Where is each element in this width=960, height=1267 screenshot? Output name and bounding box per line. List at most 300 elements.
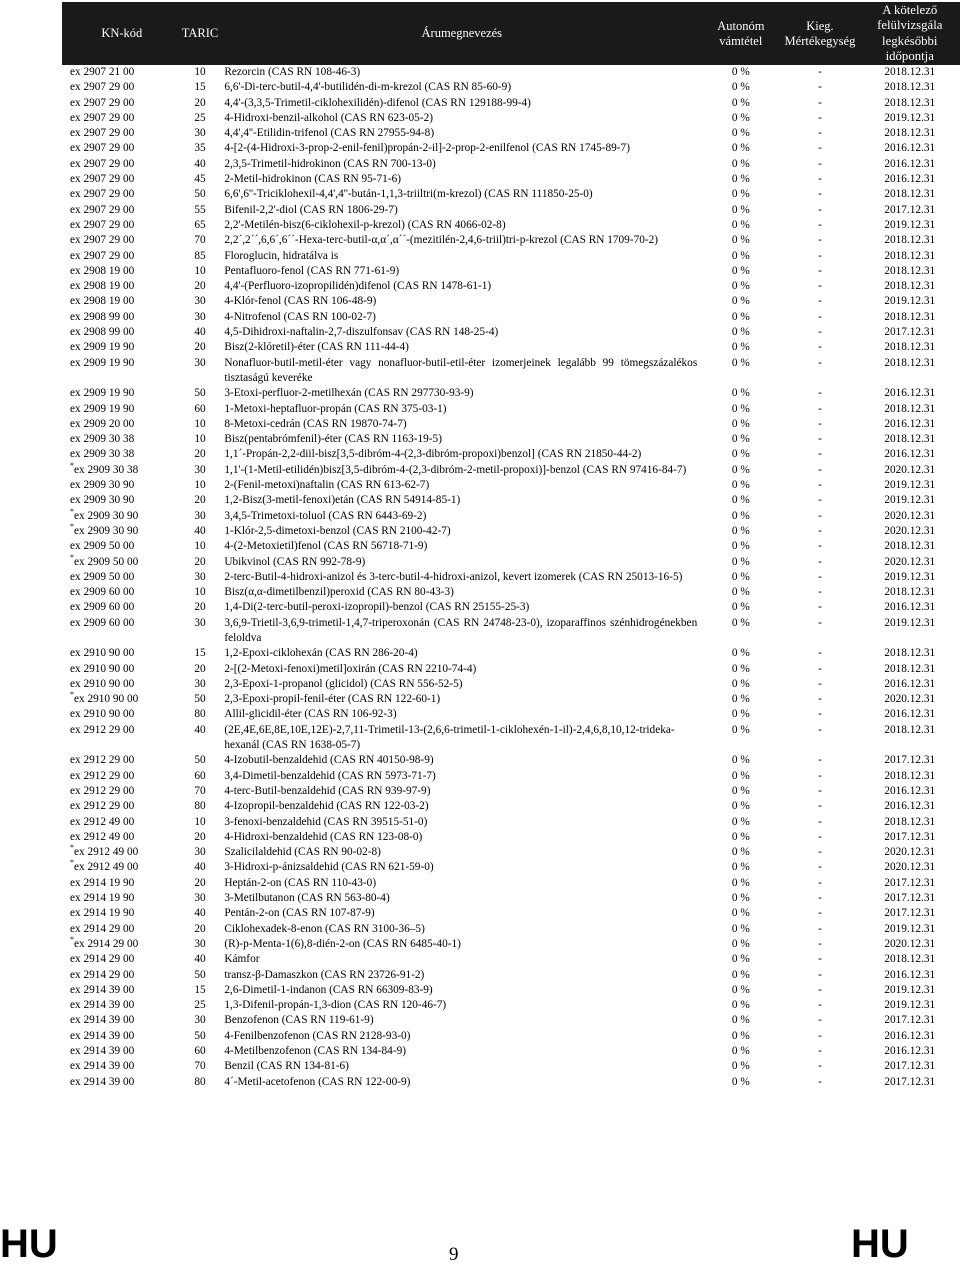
cell-taric: 80 bbox=[194, 708, 206, 721]
cell-kn-code bbox=[62, 616, 176, 647]
table-row bbox=[62, 493, 960, 508]
cell-autonomous-rate: 0 % bbox=[731, 723, 750, 736]
cell-autonomous-rate: 0 % bbox=[731, 402, 750, 415]
cell-review-date: 2018.12.31 bbox=[884, 647, 936, 660]
cell-kn-code bbox=[62, 692, 176, 707]
kn-code-text: ex 2909 19 90 bbox=[70, 356, 135, 369]
cell-autonomous-rate: 0 % bbox=[731, 96, 750, 109]
cell-review-date: 2016.12.31 bbox=[884, 448, 936, 461]
cell-autonomous-rate: 0 % bbox=[731, 142, 750, 155]
cell-autonomous-rate: 0 % bbox=[731, 693, 750, 706]
cell-kn-code bbox=[62, 417, 176, 432]
cell-supplementary-unit: - bbox=[818, 1075, 822, 1088]
kn-code-text: ex 2914 39 00 bbox=[70, 999, 135, 1012]
cell-review-date: 2016.12.31 bbox=[884, 157, 936, 170]
cell-review-date: 2018.12.31 bbox=[884, 81, 936, 94]
cell-review-date: 2017.12.31 bbox=[884, 892, 936, 905]
cell-autonomous-rate: 0 % bbox=[731, 540, 750, 553]
cell-description: 4-Hidroxi-benzaldehid (CAS RN 123-08-0) bbox=[224, 830, 423, 843]
cell-description: 2-terc-Butil-4-hidroxi-anizol és 3-terc-butil-4-hidroxi-anizol, kevert izomerek (CAS RN 25013-16-5) bbox=[224, 570, 683, 583]
cell-taric: 80 bbox=[194, 800, 206, 813]
kn-code-text: ex 2908 99 00 bbox=[70, 326, 135, 339]
table-row bbox=[62, 294, 960, 309]
table-row bbox=[62, 509, 960, 524]
cell-autonomous-rate: 0 % bbox=[731, 310, 750, 323]
cell-kn-code bbox=[62, 493, 176, 508]
cell-autonomous-rate: 0 % bbox=[731, 861, 750, 874]
cell-supplementary-unit: - bbox=[818, 494, 822, 507]
cell-review-date: 2020.12.31 bbox=[884, 524, 936, 537]
cell-kn-code bbox=[62, 937, 176, 952]
cell-review-date: 2018.12.31 bbox=[884, 66, 936, 78]
cell-description: 3,6,9-Trietil-3,6,9-trimetil-1,4,7-triperoxonán (CAS RN 24748-23-0), izoparaffinos szénhidrogénekben feloldva bbox=[224, 616, 698, 644]
table-row bbox=[62, 1013, 960, 1028]
table-row bbox=[62, 799, 960, 814]
cell-taric: 10 bbox=[194, 264, 206, 277]
cell-taric: 40 bbox=[194, 326, 206, 339]
kn-code-text: ex 2910 90 00 bbox=[70, 708, 135, 721]
header-review-date bbox=[860, 2, 960, 65]
cell-autonomous-rate: 0 % bbox=[731, 800, 750, 813]
cell-supplementary-unit: - bbox=[818, 264, 822, 277]
cell-autonomous-rate: 0 % bbox=[731, 1045, 750, 1057]
cell-review-date: 2018.12.31 bbox=[884, 96, 936, 109]
cell-supplementary-unit: - bbox=[818, 601, 822, 614]
cell-supplementary-unit: - bbox=[818, 555, 822, 568]
cell-autonomous-rate: 0 % bbox=[731, 203, 750, 216]
cell-review-date: 2016.12.31 bbox=[884, 677, 936, 690]
cell-taric: 30 bbox=[194, 892, 206, 905]
kn-code-text: ex 2909 30 90 bbox=[74, 509, 139, 522]
cell-review-date: 2018.12.31 bbox=[884, 662, 936, 675]
cell-description: 1-Klór-2,5-dimetoxi-benzol (CAS RN 2100-42-7) bbox=[224, 524, 451, 537]
cell-supplementary-unit: - bbox=[818, 616, 822, 629]
table-row bbox=[62, 983, 960, 998]
cell-review-date: 2017.12.31 bbox=[884, 1060, 936, 1073]
table-row bbox=[62, 616, 960, 647]
cell-review-date: 2019.12.31 bbox=[884, 295, 936, 308]
kn-code-text: ex 2907 29 00 bbox=[70, 218, 135, 231]
cell-taric: 65 bbox=[194, 218, 206, 231]
table-row bbox=[62, 600, 960, 615]
cell-supplementary-unit: - bbox=[818, 173, 822, 186]
cell-taric: 10 bbox=[194, 586, 206, 599]
cell-supplementary-unit: - bbox=[818, 892, 822, 905]
cell-taric: 70 bbox=[194, 784, 206, 797]
page-number: 9 bbox=[449, 1244, 459, 1265]
cell-description: 1-Metoxi-heptafluor-propán (CAS RN 375-03-1) bbox=[224, 402, 447, 415]
cell-taric: 20 bbox=[194, 280, 206, 293]
cell-taric: 60 bbox=[194, 1045, 206, 1057]
cell-kn-code bbox=[62, 891, 176, 906]
kn-code-text: ex 2907 29 00 bbox=[70, 96, 135, 109]
cell-description: Szalicilaldehid (CAS RN 90-02-8) bbox=[224, 846, 381, 859]
cell-autonomous-rate: 0 % bbox=[731, 586, 750, 599]
kn-code-text: ex 2907 29 00 bbox=[70, 203, 135, 216]
table-row bbox=[62, 478, 960, 493]
table-row bbox=[62, 646, 960, 661]
cell-supplementary-unit: - bbox=[818, 846, 822, 859]
cell-description: 2-(Fenil-metoxi)naftalin (CAS RN 613-62-7) bbox=[224, 479, 430, 492]
cell-autonomous-rate: 0 % bbox=[731, 173, 750, 186]
table-row bbox=[62, 677, 960, 692]
cell-kn-code bbox=[62, 447, 176, 462]
cell-kn-code bbox=[62, 172, 176, 187]
cell-taric: 50 bbox=[194, 693, 206, 706]
cell-supplementary-unit: - bbox=[818, 1045, 822, 1057]
cell-review-date: 2017.12.31 bbox=[884, 907, 936, 920]
cell-autonomous-rate: 0 % bbox=[731, 677, 750, 690]
cell-supplementary-unit: - bbox=[818, 953, 822, 966]
table-row bbox=[62, 340, 960, 355]
table-row bbox=[62, 1059, 960, 1074]
kn-code-text: ex 2914 19 90 bbox=[70, 876, 135, 889]
cell-autonomous-rate: 0 % bbox=[731, 341, 750, 354]
cell-kn-code bbox=[62, 65, 176, 80]
cell-review-date: 2016.12.31 bbox=[884, 387, 936, 400]
kn-code-text: ex 2909 50 00 bbox=[70, 540, 135, 553]
cell-kn-code bbox=[62, 968, 176, 983]
cell-taric: 30 bbox=[194, 570, 206, 583]
cell-taric: 10 bbox=[194, 66, 206, 78]
amendment-marker: * bbox=[70, 935, 74, 945]
kn-code-text: ex 2912 49 00 bbox=[70, 830, 135, 843]
header-kn-code: KN-kód bbox=[62, 2, 176, 65]
kn-code-text: ex 2907 29 00 bbox=[70, 111, 135, 124]
cell-supplementary-unit: - bbox=[818, 463, 822, 476]
cell-kn-code bbox=[62, 922, 176, 937]
cell-review-date: 2018.12.31 bbox=[884, 356, 936, 369]
kn-code-text: ex 2907 29 00 bbox=[70, 188, 135, 201]
cell-taric: 60 bbox=[194, 402, 206, 415]
table-row bbox=[62, 279, 960, 294]
cell-review-date: 2019.12.31 bbox=[884, 111, 936, 124]
cell-review-date: 2019.12.31 bbox=[884, 616, 936, 629]
cell-description: 1,4-Di(2-terc-butil-peroxi-izopropil)-benzol (CAS RN 25155-25-3) bbox=[224, 601, 530, 614]
cell-taric: 50 bbox=[194, 754, 206, 767]
kn-code-text: ex 2909 50 00 bbox=[70, 570, 135, 583]
cell-supplementary-unit: - bbox=[818, 586, 822, 599]
table-row bbox=[62, 111, 960, 126]
cell-kn-code bbox=[62, 552, 176, 570]
cell-taric: 20 bbox=[194, 341, 206, 354]
kn-code-text: ex 2914 39 00 bbox=[70, 1029, 135, 1042]
cell-autonomous-rate: 0 % bbox=[731, 356, 750, 369]
kn-code-text: ex 2914 39 00 bbox=[70, 1075, 135, 1088]
cell-taric: 20 bbox=[194, 876, 206, 889]
kn-code-text: ex 2914 39 00 bbox=[70, 983, 135, 996]
kn-code-text: ex 2914 29 00 bbox=[74, 937, 139, 950]
kn-code-text: ex 2914 39 00 bbox=[70, 1045, 135, 1057]
cell-review-date: 2017.12.31 bbox=[884, 754, 936, 767]
cell-autonomous-rate: 0 % bbox=[731, 524, 750, 537]
table-row bbox=[62, 447, 960, 462]
cell-review-date: 2020.12.31 bbox=[884, 861, 936, 874]
cell-kn-code bbox=[62, 141, 176, 156]
cell-autonomous-rate: 0 % bbox=[731, 968, 750, 981]
cell-supplementary-unit: - bbox=[818, 417, 822, 430]
table-row bbox=[62, 845, 960, 860]
cell-review-date: 2018.12.31 bbox=[884, 953, 936, 966]
cell-description: Nonafluor-butil-metil-éter vagy nonafluor-butil-etil-éter izomerjeinek legalább 99 tömegszázalékos tisztaságú keveréke bbox=[224, 356, 698, 384]
kn-code-text: ex 2909 30 38 bbox=[70, 448, 135, 461]
cell-kn-code bbox=[62, 662, 176, 677]
cell-description: 6,6',6''-Triciklohexil-4,4',4''-bután-1,1,3-triiltri(m-krezol) (CAS RN 111850-25-0) bbox=[224, 188, 593, 201]
cell-description: 6,6'-Di-terc-butil-4,4'-butilidén-di-m-krezol (CAS RN 85-60-9) bbox=[224, 81, 512, 94]
table-row bbox=[62, 126, 960, 141]
cell-autonomous-rate: 0 % bbox=[731, 234, 750, 247]
cell-autonomous-rate: 0 % bbox=[731, 570, 750, 583]
kn-code-text: ex 2907 29 00 bbox=[70, 157, 135, 170]
cell-taric: 50 bbox=[194, 1029, 206, 1042]
cell-taric: 40 bbox=[194, 524, 206, 537]
cell-supplementary-unit: - bbox=[818, 937, 822, 950]
cell-kn-code bbox=[62, 310, 176, 325]
cell-review-date: 2017.12.31 bbox=[884, 203, 936, 216]
cell-supplementary-unit: - bbox=[818, 96, 822, 109]
cell-description: 3-fenoxi-benzaldehid (CAS RN 39515-51-0) bbox=[224, 815, 428, 828]
cell-supplementary-unit: - bbox=[818, 142, 822, 155]
amendment-marker: * bbox=[70, 522, 74, 532]
kn-code-text: ex 2914 19 90 bbox=[70, 907, 135, 920]
cell-description: 4,5-Dihidroxi-naftalin-2,7-diszulfonsav (CAS RN 148-25-4) bbox=[224, 326, 499, 339]
cell-taric: 30 bbox=[194, 677, 206, 690]
table-row bbox=[62, 218, 960, 233]
cell-autonomous-rate: 0 % bbox=[731, 983, 750, 996]
cell-review-date: 2018.12.31 bbox=[884, 280, 936, 293]
cell-supplementary-unit: - bbox=[818, 81, 822, 94]
kn-code-text: ex 2908 99 00 bbox=[70, 310, 135, 323]
table-header bbox=[62, 2, 960, 65]
cell-autonomous-rate: 0 % bbox=[731, 784, 750, 797]
cell-kn-code bbox=[62, 860, 176, 875]
cell-kn-code bbox=[62, 769, 176, 784]
cell-description: 2,3-Epoxi-1-propanol (glicidol) (CAS RN 556-52-5) bbox=[224, 677, 463, 690]
table-row bbox=[62, 876, 960, 891]
cell-description: 2-[(2-Metoxi-fenoxi)metil]oxirán (CAS RN 2210-74-4) bbox=[224, 662, 477, 675]
cell-kn-code bbox=[62, 585, 176, 600]
cell-kn-code bbox=[62, 478, 176, 493]
cell-review-date: 2016.12.31 bbox=[884, 601, 936, 614]
cell-review-date: 2020.12.31 bbox=[884, 846, 936, 859]
cell-autonomous-rate: 0 % bbox=[731, 127, 750, 140]
cell-kn-code bbox=[62, 1029, 176, 1044]
cell-supplementary-unit: - bbox=[818, 356, 822, 369]
cell-kn-code bbox=[62, 646, 176, 661]
header-review-date-line-4: időpontja bbox=[885, 48, 934, 63]
table-row bbox=[62, 815, 960, 830]
cell-kn-code bbox=[62, 723, 176, 754]
cell-review-date: 2016.12.31 bbox=[884, 142, 936, 155]
kn-code-text: ex 2909 20 00 bbox=[70, 417, 135, 430]
kn-code-text: ex 2909 30 90 bbox=[74, 524, 139, 537]
cell-description: 4,4'-(Perfluoro-izopropilidén)difenol (CAS RN 1478-61-1) bbox=[224, 280, 492, 293]
cell-autonomous-rate: 0 % bbox=[731, 249, 750, 262]
cell-description: (R)-p-Menta-1(6),8-dién-2-on (CAS RN 6485-40-1) bbox=[224, 937, 461, 950]
cell-kn-code bbox=[62, 784, 176, 799]
kn-code-text: ex 2909 19 90 bbox=[70, 341, 135, 354]
cell-taric: 40 bbox=[194, 953, 206, 966]
cell-supplementary-unit: - bbox=[818, 1029, 822, 1042]
cell-description: 1,3-Difenil-propán-1,3-dion (CAS RN 120-46-7) bbox=[224, 999, 447, 1012]
cell-description: Bisz(pentabrómfenil)-éter (CAS RN 1163-19-5) bbox=[224, 433, 442, 446]
cell-description: Ubikvinol (CAS RN 992-78-9) bbox=[224, 555, 366, 568]
header-review-date-line-2: felülvizsgála bbox=[877, 18, 943, 33]
table-row bbox=[62, 968, 960, 983]
cell-review-date: 2016.12.31 bbox=[884, 968, 936, 981]
cell-taric: 25 bbox=[194, 111, 206, 124]
table-row bbox=[62, 1044, 960, 1059]
cell-autonomous-rate: 0 % bbox=[731, 1060, 750, 1073]
table-row bbox=[62, 65, 960, 80]
cell-taric: 50 bbox=[194, 387, 206, 400]
kn-code-text: ex 2910 90 00 bbox=[70, 662, 135, 675]
cell-description: 4-Hidroxi-benzil-alkohol (CAS RN 623-05-2) bbox=[224, 111, 433, 124]
header-taric: TARIC bbox=[176, 2, 225, 65]
table-row bbox=[62, 417, 960, 432]
cell-kn-code bbox=[62, 845, 176, 860]
cell-autonomous-rate: 0 % bbox=[731, 1014, 750, 1027]
cell-autonomous-rate: 0 % bbox=[731, 326, 750, 339]
cell-kn-code bbox=[62, 799, 176, 814]
cell-kn-code bbox=[62, 524, 176, 539]
table-row bbox=[62, 906, 960, 921]
cell-kn-code bbox=[62, 600, 176, 615]
kn-code-text: ex 2914 29 00 bbox=[70, 922, 135, 935]
cell-kn-code bbox=[62, 386, 176, 401]
cell-kn-code bbox=[62, 983, 176, 998]
cell-supplementary-unit: - bbox=[818, 509, 822, 522]
cell-taric: 70 bbox=[194, 1060, 206, 1073]
cell-kn-code bbox=[62, 1013, 176, 1028]
table-body bbox=[62, 65, 960, 1090]
table-row bbox=[62, 860, 960, 875]
cell-supplementary-unit: - bbox=[818, 280, 822, 293]
cell-description: 3,4,5-Trimetoxi-toluol (CAS RN 6443-69-2) bbox=[224, 509, 427, 522]
table-row bbox=[62, 723, 960, 754]
cell-autonomous-rate: 0 % bbox=[731, 937, 750, 950]
cell-description: 2,3,5-Trimetil-hidrokinon (CAS RN 700-13-0) bbox=[224, 157, 436, 170]
table-row bbox=[62, 692, 960, 707]
cell-kn-code bbox=[62, 1059, 176, 1074]
cell-supplementary-unit: - bbox=[818, 815, 822, 828]
cell-description: 4,4',4''-Etilidin-trifenol (CAS RN 27955-94-8) bbox=[224, 127, 435, 140]
cell-supplementary-unit: - bbox=[818, 769, 822, 782]
cell-supplementary-unit: - bbox=[818, 693, 822, 706]
cell-kn-code bbox=[62, 157, 176, 172]
cell-autonomous-rate: 0 % bbox=[731, 509, 750, 522]
cell-supplementary-unit: - bbox=[818, 479, 822, 492]
kn-code-text: ex 2914 39 00 bbox=[70, 1060, 135, 1073]
cell-description: 2,6-Dimetil-1-indanon (CAS RN 66309-83-9) bbox=[224, 983, 433, 996]
table-row bbox=[62, 203, 960, 218]
cell-taric: 60 bbox=[194, 769, 206, 782]
cell-review-date: 2017.12.31 bbox=[884, 326, 936, 339]
cell-kn-code bbox=[62, 998, 176, 1013]
footer-language-right: HU bbox=[851, 1222, 909, 1266]
cell-review-date: 2018.12.31 bbox=[884, 769, 936, 782]
cell-supplementary-unit: - bbox=[818, 800, 822, 813]
tariff-table bbox=[62, 2, 960, 1090]
cell-autonomous-rate: 0 % bbox=[731, 769, 750, 782]
cell-autonomous-rate: 0 % bbox=[731, 922, 750, 935]
cell-kn-code bbox=[62, 830, 176, 845]
kn-code-text: ex 2909 60 00 bbox=[70, 586, 135, 599]
table-row bbox=[62, 707, 960, 722]
cell-taric: 45 bbox=[194, 173, 206, 186]
cell-kn-code bbox=[62, 111, 176, 126]
cell-supplementary-unit: - bbox=[818, 341, 822, 354]
cell-autonomous-rate: 0 % bbox=[731, 264, 750, 277]
cell-review-date: 2018.12.31 bbox=[884, 433, 936, 446]
kn-code-text: ex 2909 60 00 bbox=[70, 601, 135, 614]
kn-code-text: ex 2907 29 00 bbox=[70, 173, 135, 186]
kn-code-text: ex 2907 29 00 bbox=[70, 142, 135, 155]
cell-taric: 30 bbox=[194, 127, 206, 140]
cell-supplementary-unit: - bbox=[818, 983, 822, 996]
cell-review-date: 2016.12.31 bbox=[884, 708, 936, 721]
cell-description: 4´-Metil-acetofenon (CAS RN 122-00-9) bbox=[224, 1075, 411, 1088]
cell-review-date: 2016.12.31 bbox=[884, 800, 936, 813]
cell-review-date: 2017.12.31 bbox=[884, 830, 936, 843]
cell-autonomous-rate: 0 % bbox=[731, 953, 750, 966]
cell-supplementary-unit: - bbox=[818, 157, 822, 170]
cell-taric: 20 bbox=[194, 555, 206, 568]
cell-review-date: 2018.12.31 bbox=[884, 249, 936, 262]
cell-description: 4-Izopropil-benzaldehid (CAS RN 122-03-2) bbox=[224, 800, 429, 813]
cell-review-date: 2019.12.31 bbox=[884, 494, 936, 507]
cell-taric: 30 bbox=[194, 295, 206, 308]
cell-review-date: 2018.12.31 bbox=[884, 234, 936, 247]
cell-kn-code bbox=[62, 432, 176, 447]
kn-code-text: ex 2909 30 90 bbox=[70, 494, 135, 507]
cell-description: 4-Fenilbenzofenon (CAS RN 2128-93-0) bbox=[224, 1029, 411, 1042]
cell-description: Pentafluoro-fenol (CAS RN 771-61-9) bbox=[224, 264, 400, 277]
kn-code-text: ex 2909 19 90 bbox=[70, 387, 135, 400]
cell-supplementary-unit: - bbox=[818, 524, 822, 537]
cell-taric: 30 bbox=[194, 846, 206, 859]
cell-review-date: 2018.12.31 bbox=[884, 723, 936, 736]
cell-kn-code bbox=[62, 126, 176, 141]
kn-code-text: ex 2912 29 00 bbox=[70, 784, 135, 797]
cell-description: 3-Etoxi-perfluor-2-metilhexán (CAS RN 297730-93-9) bbox=[224, 387, 474, 400]
cell-supplementary-unit: - bbox=[818, 784, 822, 797]
cell-supplementary-unit: - bbox=[818, 647, 822, 660]
cell-review-date: 2017.12.31 bbox=[884, 876, 936, 889]
table-row bbox=[62, 1075, 960, 1090]
header-autonomous-rate: Autonóm vámtétel bbox=[701, 2, 780, 65]
table-row bbox=[62, 662, 960, 677]
kn-code-text: ex 2909 30 38 bbox=[70, 433, 135, 446]
cell-autonomous-rate: 0 % bbox=[731, 1075, 750, 1088]
cell-supplementary-unit: - bbox=[818, 127, 822, 140]
kn-code-text: ex 2912 49 00 bbox=[74, 861, 139, 874]
cell-autonomous-rate: 0 % bbox=[731, 708, 750, 721]
header-review-date-line-3: legkésőbbi bbox=[882, 33, 938, 48]
table-row bbox=[62, 310, 960, 325]
cell-supplementary-unit: - bbox=[818, 188, 822, 201]
kn-code-text: ex 2908 19 00 bbox=[70, 295, 135, 308]
kn-code-text: ex 2910 90 00 bbox=[70, 647, 135, 660]
cell-supplementary-unit: - bbox=[818, 111, 822, 124]
cell-autonomous-rate: 0 % bbox=[731, 1029, 750, 1042]
cell-description: 4-(2-Metoxietil)fenol (CAS RN 56718-71-9) bbox=[224, 540, 428, 553]
cell-kn-code bbox=[62, 264, 176, 279]
cell-kn-code bbox=[62, 539, 176, 554]
cell-autonomous-rate: 0 % bbox=[731, 295, 750, 308]
kn-code-text: ex 2910 90 00 bbox=[74, 693, 139, 706]
cell-supplementary-unit: - bbox=[818, 402, 822, 415]
